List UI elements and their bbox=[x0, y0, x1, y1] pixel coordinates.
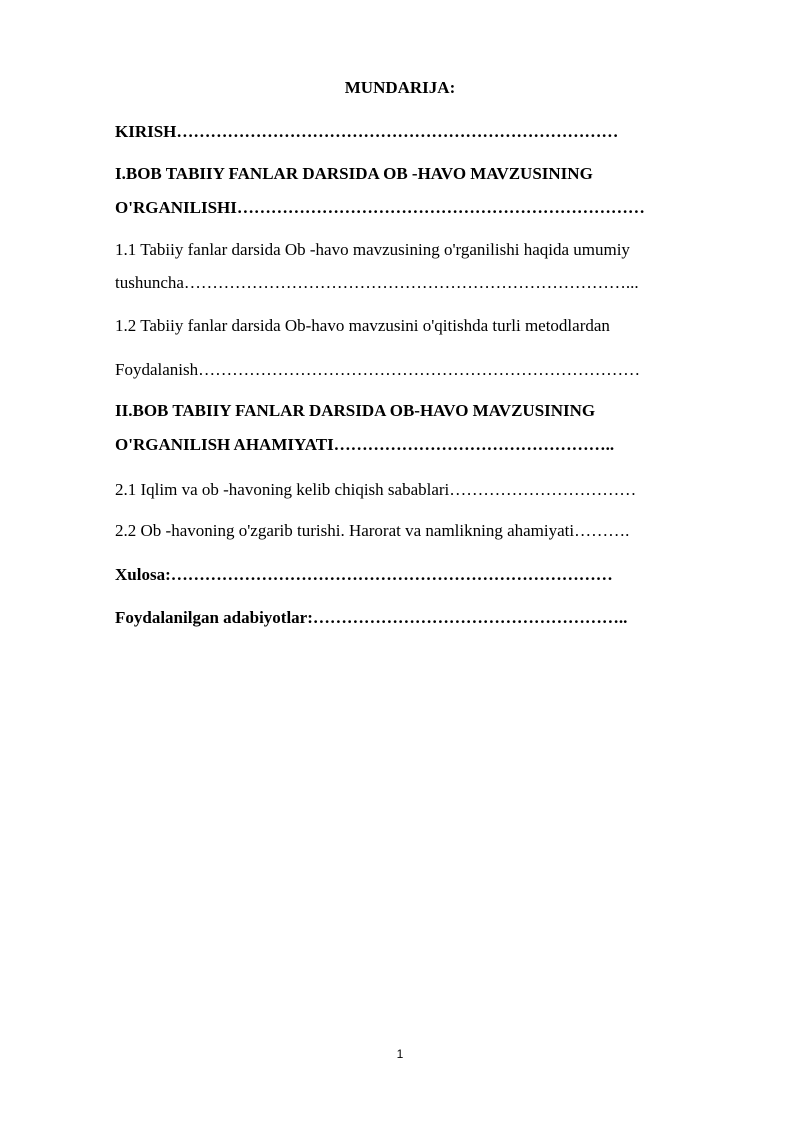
toc-entry-kirish: KIRISH…………………………………………………………………… bbox=[115, 122, 619, 141]
toc-entry-bob1-line1: I.BOB TABIIY FANLAR DARSIDA OB -HAVO MAVZUSINING bbox=[115, 164, 593, 183]
toc-entry-1-1-line2: tushuncha……………………………………………………………………... bbox=[115, 273, 639, 292]
toc-entry-1-2-line1: 1.2 Tabiiy fanlar darsida Ob-havo mavzusini o'qitishda turli metodlardan bbox=[115, 316, 610, 335]
toc-entry-1-1-line1: 1.1 Tabiiy fanlar darsida Ob -havo mavzusining o'rganilishi haqida umumiy bbox=[115, 240, 630, 259]
toc-entry-1-2-line2: Foydalanish…………………………………………………………………… bbox=[115, 360, 641, 379]
toc-entry-bob1-line2: O'RGANILISHI……………………………………………………………… bbox=[115, 198, 645, 217]
toc-entry-2-2: 2.2 Ob -havoning o'zgarib turishi. Harorat va namlikning ahamiyati………. bbox=[115, 521, 630, 540]
toc-entry-adabiyotlar: Foydalanilgan adabiyotlar:……………………………………………….. bbox=[115, 608, 628, 627]
toc-entry-bob2-line1: II.BOB TABIIY FANLAR DARSIDA OB-HAVO MAVZUSINING bbox=[115, 401, 596, 420]
toc-entry-2-1: 2.1 Iqlim va ob -havoning kelib chiqish sabablari…………………………… bbox=[115, 480, 637, 499]
page-number: 1 bbox=[396, 1047, 404, 1061]
toc-entry-xulosa: Xulosa:…………………………………………………………………… bbox=[115, 565, 613, 584]
toc-entry-bob2-line2: O'RGANILISH AHAMIYATI………………………………………….. bbox=[115, 435, 615, 454]
page-title: MUNDARIJA: bbox=[344, 78, 456, 97]
